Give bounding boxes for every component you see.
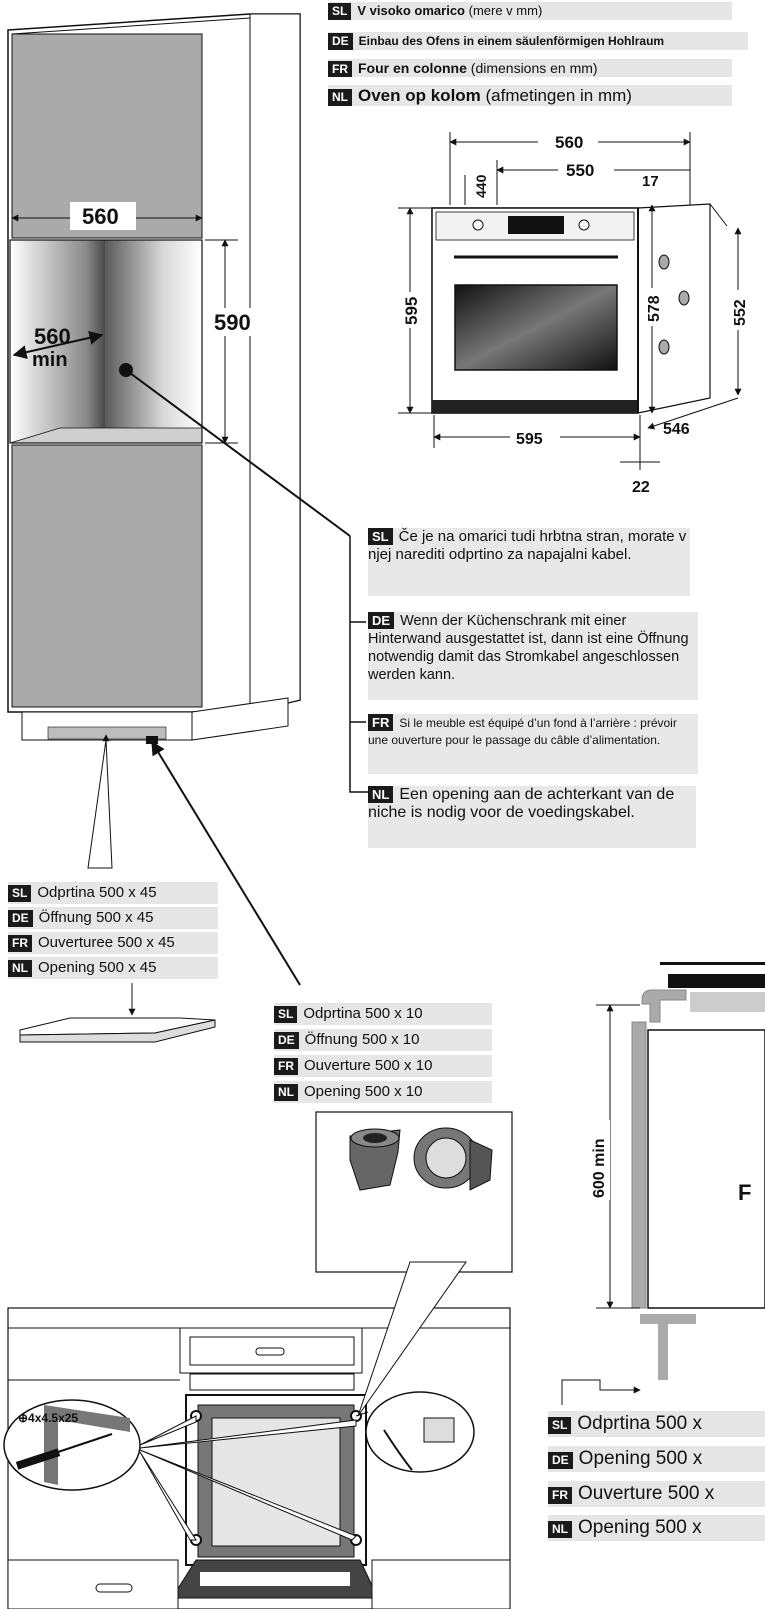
- oven-front-height-label: 578: [646, 295, 663, 322]
- opening-text: Ouverture 500 x 10: [304, 1057, 433, 1074]
- note-sl: [368, 528, 690, 596]
- screw-size-label: ⊕4x4.5x25: [18, 1411, 79, 1425]
- opening45-row-fr: [8, 932, 218, 954]
- opening-text: Opening 500 x: [578, 1448, 703, 1469]
- note-de: [368, 612, 698, 700]
- oven-width-top-label: 560: [555, 133, 584, 152]
- tall-cabinet: [8, 14, 300, 744]
- lang-tag: FR: [328, 61, 352, 77]
- lang-tag: DE: [274, 1032, 299, 1049]
- lang-tag: NL: [328, 89, 352, 106]
- note-text: Een opening aan de achterkant van de niche is nodig voor de voedingskabel.: [368, 786, 675, 821]
- lang-tag: NL: [548, 1521, 572, 1538]
- lang-tag: SL: [548, 1417, 571, 1434]
- opening-text: Odprtina 500 x 10: [303, 1005, 423, 1022]
- oven-gap-label: 22: [632, 479, 650, 496]
- cabinet-depth-label: 560: [34, 324, 71, 349]
- note-text: Si le meuble est équipé d’un fond à l’arrière : prévoir une ouverture pour le passage du câble d’alimentation.: [368, 716, 677, 747]
- opening10-row-fr: [274, 1055, 492, 1077]
- header-title: V visoko omarico: [357, 3, 465, 18]
- wire-detail: [366, 1392, 474, 1472]
- oven-depth-bottom-label: 546: [663, 421, 690, 438]
- opening45-row-nl: [8, 957, 218, 979]
- oven-depth-left-label: 440: [473, 174, 489, 198]
- oven-side-height-label: 552: [732, 299, 749, 326]
- cabinet-height-label: 590: [214, 310, 251, 335]
- oven-width-inner-label: 550: [566, 161, 595, 180]
- opening-right-row-de: [548, 1446, 765, 1472]
- header-title: Oven op kolom: [358, 86, 481, 105]
- opening-right-row-fr: [548, 1481, 765, 1507]
- opening-text: Ouverturee 500 x 45: [38, 934, 175, 951]
- lang-tag: DE: [8, 910, 33, 927]
- opening-text: Opening 500 x 10: [304, 1083, 423, 1100]
- opening10-row-de: [274, 1029, 492, 1051]
- header-subtitle: (dimensions en mm): [466, 60, 598, 76]
- lang-tag: FR: [274, 1058, 298, 1075]
- lang-tag: DE: [548, 1452, 573, 1469]
- opening-text: Öffnung 500 x 10: [304, 1031, 420, 1048]
- header-subtitle: (mere v mm): [465, 3, 543, 18]
- lang-tag: NL: [274, 1084, 298, 1101]
- opening10-row-sl: [274, 1003, 492, 1025]
- opening-text: Opening 500 x 45: [38, 959, 157, 976]
- header-title: Four en colonne: [358, 60, 467, 76]
- opening-text: Odprtina 500 x: [577, 1413, 702, 1434]
- clip-detail-box: [316, 1112, 512, 1272]
- opening-text: Öffnung 500 x 45: [38, 909, 154, 926]
- lang-tag: SL: [274, 1006, 297, 1023]
- oven-width-bottom-label: 595: [516, 431, 543, 448]
- lang-tag: FR: [8, 935, 32, 952]
- cabinet-depth-min-label: min: [32, 349, 68, 371]
- lang-tag: DE: [328, 33, 353, 50]
- lang-tag: DE: [368, 612, 394, 629]
- note-fr: [368, 714, 698, 774]
- lang-tag: SL: [368, 528, 393, 545]
- opening-text: Ouverture 500 x: [578, 1483, 715, 1504]
- lang-tag: FR: [368, 714, 393, 731]
- column-height-label: 600 min: [591, 1138, 608, 1198]
- lang-tag: FR: [548, 1487, 572, 1504]
- oven-drawing: [432, 204, 710, 413]
- note-nl: [368, 786, 696, 848]
- oven-door-label: 17: [642, 173, 659, 190]
- column-cut-letter: F: [738, 1180, 752, 1205]
- opening-text: Odprtina 500 x 45: [37, 884, 157, 901]
- opening10-row-nl: [274, 1081, 492, 1103]
- opening45-row-sl: [8, 882, 218, 904]
- note-text: Če je na omarici tudi hrbtna stran, morate v njej narediti odprtino za napajalni kabel.: [368, 528, 687, 563]
- lang-tag: NL: [368, 786, 393, 803]
- lang-tag: SL: [328, 3, 351, 20]
- kitchen-cabinet-drawing: [4, 1112, 512, 1609]
- cabinet-width-label: 560: [82, 204, 119, 229]
- oven-height-label: 595: [402, 296, 421, 325]
- opening-text: Opening 500 x: [578, 1517, 702, 1538]
- opening45-row-de: [8, 907, 218, 929]
- opening-right-row-nl: [548, 1515, 765, 1541]
- header-subtitle: (afmetingen in mm): [480, 86, 632, 105]
- note-text: Wenn der Küchenschrank mit einer Hinterwand ausgestattet ist, dann ist eine Öffnung notwendig damit das Stromkabel angeschlossen werden kann.: [368, 613, 689, 683]
- lang-tag: SL: [8, 885, 31, 902]
- lang-tag: NL: [8, 960, 32, 977]
- opening-right-row-sl: [548, 1411, 765, 1437]
- header-title: Einbau des Ofens in einem säulenförmigen Hohlraum: [358, 34, 665, 48]
